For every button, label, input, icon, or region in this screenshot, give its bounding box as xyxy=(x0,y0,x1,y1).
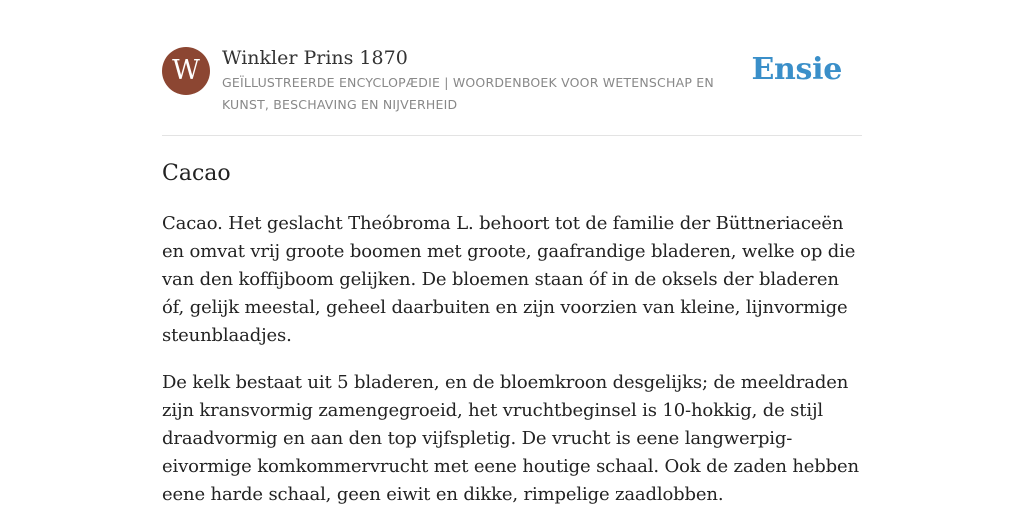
source-subtitle: GEÏLLUSTREERDE ENCYCLOPÆDIE | WOORDENBOEK VOOR WETENSCHAP EN KUNST, BESCHAVING EN NIJVERHEID xyxy=(222,75,714,112)
header-divider xyxy=(162,135,862,136)
ensie-logo-link[interactable]: Ensie xyxy=(751,52,842,87)
source-header xyxy=(162,46,862,118)
article-paragraph-2: De kelk bestaat uit 5 bladeren, en de bloemkroon desgelijks; de meeldraden zijn kransvormig zamengegroeid, het vruchtbeginsel is 10-hokkig, de stijl draadvormig en aan den top vijfspletig. De vrucht is eene langwerpig- eivormige komkommervrucht met eene houtige schaal. Ook de zaden hebben eene harde schaal, geen eiwit en dikke, rimpelige zaadlobben. xyxy=(162,372,859,505)
article-title: Cacao xyxy=(162,161,231,186)
article-paragraph-1: Cacao. Het geslacht Theóbroma L. behoort tot de familie der Büttneriaceën en omvat vrij groote boomen met groote, gaafrandige bladeren, welke op die van den koffijboom gelijken. De bloemen staan óf in de oksels der bladeren óf, gelijk meestal, geheel daarbuiten en zijn voorzien van kleine, lijnvormige steunblaadjes. xyxy=(162,213,856,346)
article xyxy=(162,158,862,509)
source-title-link[interactable]: Winkler Prins 1870 xyxy=(222,47,408,69)
source-avatar[interactable]: W xyxy=(162,47,210,95)
